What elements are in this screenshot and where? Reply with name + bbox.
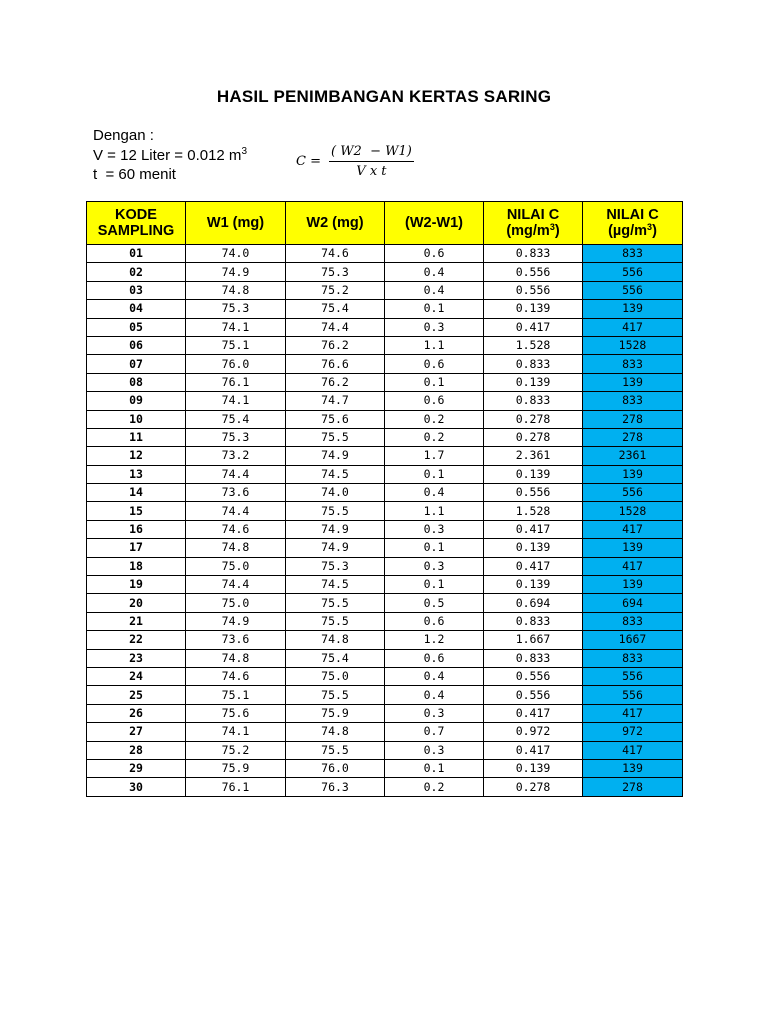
cell-c-ug: 556	[583, 667, 683, 685]
header-c-mg-line2	[484, 223, 582, 239]
cell-c-ug: 2361	[583, 447, 683, 465]
cell-c-mg: 0.556	[484, 667, 583, 685]
table-row	[87, 502, 683, 520]
table-row	[87, 520, 683, 538]
cell-diff: 0.1	[385, 300, 484, 318]
cell-w1: 75.3	[186, 300, 286, 318]
cell-w1: 74.9	[186, 263, 286, 281]
weighing-results-table	[86, 201, 683, 797]
cell-w2: 74.8	[286, 723, 385, 741]
cell-w2: 75.4	[286, 300, 385, 318]
table-row	[87, 373, 683, 391]
cell-c-ug: 139	[583, 759, 683, 777]
cell-kode: 17	[87, 539, 186, 557]
cell-diff: 0.3	[385, 520, 484, 538]
cell-w2: 76.6	[286, 355, 385, 373]
table-row	[87, 612, 683, 630]
header-c-mg-line1: NILAI C	[506, 207, 560, 223]
cell-diff: 1.7	[385, 447, 484, 465]
cell-c-ug: 139	[583, 300, 683, 318]
cell-kode: 29	[87, 759, 186, 777]
table-row	[87, 667, 683, 685]
cell-c-ug: 556	[583, 686, 683, 704]
header-nilai-c-ug	[583, 202, 683, 245]
cell-w2: 75.5	[286, 686, 385, 704]
cell-c-mg: 0.139	[484, 576, 583, 594]
header-nilai-c-mg	[484, 202, 583, 245]
cell-c-ug: 1528	[583, 502, 683, 520]
page-title: HASIL PENIMBANGAN KERTAS SARING	[216, 87, 552, 106]
header-c-mg-exponent: 3	[549, 222, 555, 232]
cell-w1: 74.1	[186, 318, 286, 336]
cell-w2: 74.9	[286, 520, 385, 538]
cell-kode: 23	[87, 649, 186, 667]
cell-c-mg: 0.833	[484, 612, 583, 630]
cell-c-mg: 0.556	[484, 686, 583, 704]
cell-c-mg: 0.417	[484, 704, 583, 722]
table-body	[87, 245, 683, 797]
cell-w1: 75.6	[186, 704, 286, 722]
parameters-block	[93, 126, 247, 185]
cell-c-mg: 1.528	[484, 336, 583, 354]
table-row	[87, 355, 683, 373]
cell-c-ug: 417	[583, 520, 683, 538]
table-header-row	[87, 202, 683, 245]
header-c-mg-close: )	[554, 223, 560, 239]
cell-w2: 74.9	[286, 447, 385, 465]
cell-c-mg: 0.417	[484, 557, 583, 575]
cell-w1: 73.6	[186, 631, 286, 649]
cell-diff: 1.2	[385, 631, 484, 649]
cell-w1: 74.8	[186, 281, 286, 299]
cell-c-mg: 0.417	[484, 741, 583, 759]
table-row	[87, 594, 683, 612]
concentration-formula	[296, 144, 414, 179]
cell-diff: 0.5	[385, 594, 484, 612]
cell-diff: 0.2	[385, 778, 484, 796]
cell-diff: 0.3	[385, 318, 484, 336]
cell-w2: 74.5	[286, 465, 385, 483]
cell-w1: 73.6	[186, 484, 286, 502]
cell-w1: 74.9	[186, 612, 286, 630]
table-row	[87, 318, 683, 336]
cell-w1: 75.1	[186, 686, 286, 704]
cell-w2: 76.0	[286, 759, 385, 777]
cell-c-mg: 0.556	[484, 484, 583, 502]
cell-diff: 1.1	[385, 336, 484, 354]
cell-diff: 0.1	[385, 576, 484, 594]
cell-w1: 74.6	[186, 667, 286, 685]
cell-w2: 75.3	[286, 263, 385, 281]
cell-kode: 18	[87, 557, 186, 575]
cell-w1: 74.0	[186, 245, 286, 263]
cell-w1: 74.6	[186, 520, 286, 538]
cell-w1: 75.1	[186, 336, 286, 354]
cell-w2: 75.4	[286, 649, 385, 667]
cell-diff: 0.2	[385, 428, 484, 446]
table-row	[87, 392, 683, 410]
cell-c-mg: 0.556	[484, 263, 583, 281]
table-row	[87, 704, 683, 722]
table-row	[87, 649, 683, 667]
cell-w1: 76.1	[186, 778, 286, 796]
header-c-ug-line1: NILAI C	[606, 207, 659, 223]
header-c-ug-line2	[583, 223, 682, 239]
cell-diff: 0.1	[385, 759, 484, 777]
cell-c-mg: 0.972	[484, 723, 583, 741]
table-row	[87, 741, 683, 759]
cell-diff: 0.1	[385, 539, 484, 557]
cell-c-mg: 0.139	[484, 759, 583, 777]
params-intro: Dengan :	[93, 127, 154, 144]
cell-w1: 74.8	[186, 649, 286, 667]
cell-diff: 0.3	[385, 557, 484, 575]
cell-w1: 73.2	[186, 447, 286, 465]
cell-w2: 74.4	[286, 318, 385, 336]
cell-c-ug: 139	[583, 576, 683, 594]
table-row	[87, 759, 683, 777]
cell-kode: 21	[87, 612, 186, 630]
cell-w1: 74.1	[186, 392, 286, 410]
table-row	[87, 410, 683, 428]
cell-c-ug: 417	[583, 704, 683, 722]
formula-fraction	[329, 144, 414, 179]
cell-c-ug: 417	[583, 741, 683, 759]
cell-kode: 16	[87, 520, 186, 538]
cell-kode: 26	[87, 704, 186, 722]
cell-kode: 06	[87, 336, 186, 354]
cell-w2: 75.5	[286, 428, 385, 446]
header-kode-sampling	[87, 202, 186, 245]
table-row	[87, 447, 683, 465]
cell-c-ug: 278	[583, 410, 683, 428]
cell-kode: 14	[87, 484, 186, 502]
header-w2: W2 (mg)	[286, 202, 385, 245]
formula-denominator: V x t	[356, 164, 387, 179]
cell-c-ug: 417	[583, 557, 683, 575]
table-row	[87, 686, 683, 704]
cell-c-mg: 0.278	[484, 778, 583, 796]
header-difference: (W2-W1)	[385, 202, 484, 245]
cell-c-ug: 833	[583, 649, 683, 667]
header-w1: W1 (mg)	[186, 202, 286, 245]
cell-c-mg: 2.361	[484, 447, 583, 465]
cell-c-mg: 1.528	[484, 502, 583, 520]
cell-diff: 0.1	[385, 373, 484, 391]
cell-w1: 76.0	[186, 355, 286, 373]
cell-kode: 02	[87, 263, 186, 281]
cell-kode: 22	[87, 631, 186, 649]
cell-kode: 19	[87, 576, 186, 594]
formula-lhs: C =	[296, 154, 321, 169]
table-row	[87, 631, 683, 649]
cell-diff: 0.1	[385, 465, 484, 483]
cell-kode: 07	[87, 355, 186, 373]
cell-c-ug: 833	[583, 355, 683, 373]
cell-diff: 0.4	[385, 263, 484, 281]
cell-w2: 75.6	[286, 410, 385, 428]
cell-w2: 75.5	[286, 502, 385, 520]
cell-c-mg: 0.139	[484, 539, 583, 557]
cell-diff: 0.4	[385, 686, 484, 704]
cell-kode: 20	[87, 594, 186, 612]
cell-diff: 0.2	[385, 410, 484, 428]
table-row	[87, 245, 683, 263]
table-row	[87, 336, 683, 354]
cell-kode: 28	[87, 741, 186, 759]
cell-c-mg: 0.139	[484, 465, 583, 483]
cell-diff: 1.1	[385, 502, 484, 520]
cell-c-ug: 833	[583, 245, 683, 263]
cell-w1: 75.0	[186, 594, 286, 612]
cell-kode: 10	[87, 410, 186, 428]
cell-kode: 09	[87, 392, 186, 410]
cell-w2: 74.8	[286, 631, 385, 649]
cell-kode: 15	[87, 502, 186, 520]
cell-w1: 74.4	[186, 502, 286, 520]
cell-diff: 0.7	[385, 723, 484, 741]
cell-w1: 75.9	[186, 759, 286, 777]
cell-kode: 25	[87, 686, 186, 704]
cell-c-ug: 1667	[583, 631, 683, 649]
cell-diff: 0.4	[385, 484, 484, 502]
header-c-ug-exponent: 3	[647, 222, 653, 232]
cell-diff: 0.6	[385, 392, 484, 410]
header-c-mg-unit: (mg/m	[506, 223, 550, 239]
cell-w1: 75.2	[186, 741, 286, 759]
cell-c-ug: 556	[583, 263, 683, 281]
cell-c-mg: 0.694	[484, 594, 583, 612]
table-row	[87, 557, 683, 575]
cell-w1: 74.4	[186, 465, 286, 483]
params-volume	[93, 146, 247, 166]
cell-c-ug: 556	[583, 484, 683, 502]
cell-w1: 75.0	[186, 557, 286, 575]
cell-kode: 05	[87, 318, 186, 336]
table-row	[87, 465, 683, 483]
cell-c-ug: 278	[583, 778, 683, 796]
table-row	[87, 576, 683, 594]
cell-diff: 0.6	[385, 245, 484, 263]
cell-c-mg: 0.139	[484, 300, 583, 318]
table-row	[87, 723, 683, 741]
cell-w1: 74.4	[186, 576, 286, 594]
cell-kode: 12	[87, 447, 186, 465]
cell-w1: 75.3	[186, 428, 286, 446]
cell-diff: 0.4	[385, 281, 484, 299]
cell-w2: 76.2	[286, 336, 385, 354]
cell-w2: 74.6	[286, 245, 385, 263]
cell-w2: 76.3	[286, 778, 385, 796]
cell-c-mg: 1.667	[484, 631, 583, 649]
cell-diff: 0.3	[385, 704, 484, 722]
cell-kode: 04	[87, 300, 186, 318]
cell-c-mg: 0.556	[484, 281, 583, 299]
cell-kode: 01	[87, 245, 186, 263]
cell-kode: 27	[87, 723, 186, 741]
cell-c-ug: 139	[583, 465, 683, 483]
header-c-ug-unit: (µg/m	[608, 223, 648, 239]
table-row	[87, 300, 683, 318]
cell-w1: 74.1	[186, 723, 286, 741]
cell-c-mg: 0.417	[484, 318, 583, 336]
table-row	[87, 428, 683, 446]
cell-c-mg: 0.417	[484, 520, 583, 538]
cell-w2: 74.7	[286, 392, 385, 410]
cell-w2: 75.0	[286, 667, 385, 685]
cell-w2: 75.2	[286, 281, 385, 299]
cell-kode: 30	[87, 778, 186, 796]
cell-w2: 74.9	[286, 539, 385, 557]
cell-c-ug: 278	[583, 428, 683, 446]
cell-kode: 24	[87, 667, 186, 685]
cell-diff: 0.6	[385, 355, 484, 373]
cell-c-mg: 0.278	[484, 428, 583, 446]
cell-w2: 74.0	[286, 484, 385, 502]
cell-c-ug: 1528	[583, 336, 683, 354]
header-kode-line1: KODE	[115, 207, 157, 223]
table-row	[87, 281, 683, 299]
params-time: t = 60 menit	[93, 166, 176, 183]
cell-kode: 13	[87, 465, 186, 483]
table-row	[87, 263, 683, 281]
cell-c-ug: 139	[583, 539, 683, 557]
formula-numerator: ( W2 − W1)	[329, 144, 414, 162]
cell-c-ug: 833	[583, 392, 683, 410]
cell-w2: 76.2	[286, 373, 385, 391]
table-row	[87, 778, 683, 796]
cell-w2: 75.9	[286, 704, 385, 722]
cell-kode: 11	[87, 428, 186, 446]
cell-w2: 75.5	[286, 612, 385, 630]
cell-w2: 75.5	[286, 594, 385, 612]
cell-diff: 0.3	[385, 741, 484, 759]
cell-diff: 0.6	[385, 649, 484, 667]
header-c-ug-close: )	[652, 223, 657, 239]
cell-w2: 75.5	[286, 741, 385, 759]
cell-c-ug: 556	[583, 281, 683, 299]
cell-diff: 0.4	[385, 667, 484, 685]
table-row	[87, 484, 683, 502]
cell-c-mg: 0.833	[484, 392, 583, 410]
cell-c-mg: 0.278	[484, 410, 583, 428]
header-kode-line2: SAMPLING	[97, 223, 175, 239]
cell-w2: 74.5	[286, 576, 385, 594]
cell-c-ug: 972	[583, 723, 683, 741]
cell-c-mg: 0.833	[484, 245, 583, 263]
volume-text: V = 12 Liter = 0.012 m	[93, 146, 242, 164]
cell-w2: 75.3	[286, 557, 385, 575]
cell-w1: 75.4	[186, 410, 286, 428]
cell-kode: 03	[87, 281, 186, 299]
cell-kode: 08	[87, 373, 186, 391]
cell-w1: 74.8	[186, 539, 286, 557]
cell-c-ug: 139	[583, 373, 683, 391]
table-row	[87, 539, 683, 557]
cell-c-mg: 0.139	[484, 373, 583, 391]
cell-c-ug: 833	[583, 612, 683, 630]
cell-w1: 76.1	[186, 373, 286, 391]
cell-c-ug: 694	[583, 594, 683, 612]
volume-exponent: 3	[241, 145, 247, 157]
cell-diff: 0.6	[385, 612, 484, 630]
cell-c-mg: 0.833	[484, 649, 583, 667]
cell-c-ug: 417	[583, 318, 683, 336]
cell-c-mg: 0.833	[484, 355, 583, 373]
